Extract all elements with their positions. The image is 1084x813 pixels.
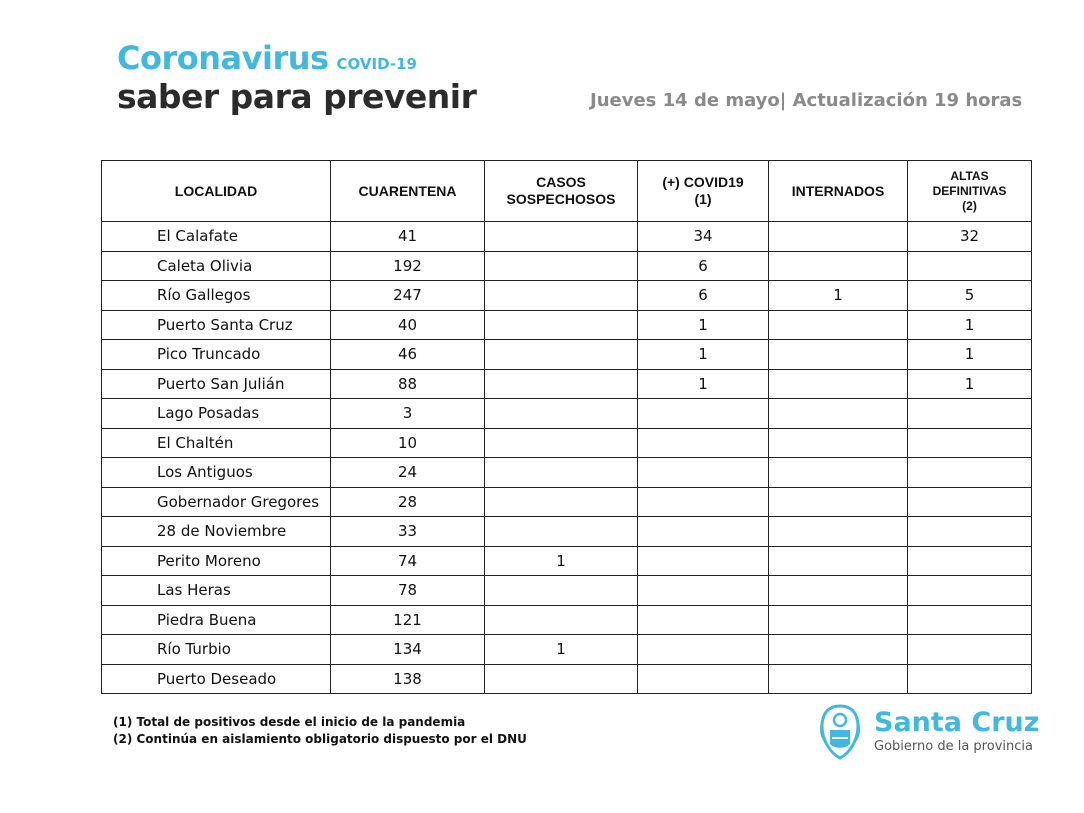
cell-positivos <box>638 517 769 547</box>
table-row <box>102 251 1032 281</box>
header-line: SOSPECHOSOS <box>506 191 616 207</box>
header-localidad <box>102 161 331 222</box>
cell-localidad: Pico Truncado <box>102 340 331 370</box>
cell-cuarentena: 3 <box>331 399 485 429</box>
table-row <box>102 546 1032 576</box>
cell-localidad: Gobernador Gregores <box>102 487 331 517</box>
cell-casos-sospechosos <box>485 517 638 547</box>
table-row <box>102 605 1032 635</box>
cell-altas <box>908 605 1032 635</box>
cell-altas <box>908 635 1032 665</box>
cell-positivos: 1 <box>638 340 769 370</box>
header-line: DEFINITIVAS <box>932 183 1007 198</box>
cell-cuarentena: 247 <box>331 281 485 311</box>
logo-name: Santa Cruz <box>874 707 1040 738</box>
cell-internados <box>769 340 908 370</box>
brand-tagline: saber para prevenir <box>117 77 477 116</box>
cell-altas: 1 <box>908 340 1032 370</box>
cell-casos-sospechosos <box>485 428 638 458</box>
cell-casos-sospechosos: 1 <box>485 635 638 665</box>
cell-positivos: 6 <box>638 251 769 281</box>
cell-cuarentena: 46 <box>331 340 485 370</box>
cell-cuarentena: 121 <box>331 605 485 635</box>
table-body <box>102 222 1032 694</box>
logo-subtitle: Gobierno de la provincia <box>874 739 1033 754</box>
header-line: CUARENTENA <box>358 182 457 199</box>
brand-title: Coronavirus <box>117 39 329 77</box>
cell-localidad: Puerto Deseado <box>102 664 331 694</box>
brand-title-line <box>117 40 476 76</box>
header-cuarentena <box>331 161 485 222</box>
cell-cuarentena: 74 <box>331 546 485 576</box>
brand-block <box>117 40 476 118</box>
cell-internados <box>769 458 908 488</box>
cell-altas <box>908 428 1032 458</box>
cell-internados <box>769 487 908 517</box>
cell-altas <box>908 487 1032 517</box>
cell-positivos <box>638 458 769 488</box>
cell-internados <box>769 605 908 635</box>
cell-localidad: Puerto San Julián <box>102 369 331 399</box>
header-line: INTERNADOS <box>791 182 885 199</box>
cell-altas: 1 <box>908 310 1032 340</box>
cell-casos-sospechosos <box>485 310 638 340</box>
cell-internados <box>769 369 908 399</box>
cell-positivos <box>638 428 769 458</box>
cell-cuarentena: 40 <box>331 310 485 340</box>
cell-positivos: 6 <box>638 281 769 311</box>
santa-cruz-logo <box>818 704 1039 760</box>
cases-table <box>101 160 1032 694</box>
header-positivos-covid19 <box>638 161 769 222</box>
header-line: LOCALIDAD <box>174 182 258 199</box>
header-line: (+) COVID19 <box>662 174 744 190</box>
table-row <box>102 222 1032 252</box>
cell-cuarentena: 88 <box>331 369 485 399</box>
table-row <box>102 369 1032 399</box>
table-row <box>102 664 1032 694</box>
cell-positivos <box>638 664 769 694</box>
cell-localidad: Las Heras <box>102 576 331 606</box>
cell-altas <box>908 458 1032 488</box>
cell-cuarentena: 138 <box>331 664 485 694</box>
cell-localidad: Perito Moreno <box>102 546 331 576</box>
cell-internados <box>769 664 908 694</box>
cell-positivos: 34 <box>638 222 769 252</box>
cell-internados <box>769 399 908 429</box>
cell-altas: 5 <box>908 281 1032 311</box>
cell-casos-sospechosos <box>485 281 638 311</box>
cell-positivos: 1 <box>638 310 769 340</box>
header-internados <box>769 161 908 222</box>
header-altas-definitivas <box>908 161 1032 222</box>
table-row <box>102 458 1032 488</box>
cell-altas <box>908 664 1032 694</box>
table-row <box>102 399 1032 429</box>
cell-positivos <box>638 576 769 606</box>
table-row <box>102 310 1032 340</box>
cell-casos-sospechosos: 1 <box>485 546 638 576</box>
table-header-row <box>102 161 1032 222</box>
cell-internados <box>769 428 908 458</box>
update-date: Jueves 14 de mayo| Actualización 19 horas <box>590 90 1023 111</box>
table-row <box>102 340 1032 370</box>
cell-altas <box>908 251 1032 281</box>
cell-internados: 1 <box>769 281 908 311</box>
covid-label: COVID-19 <box>336 55 417 73</box>
cell-altas <box>908 517 1032 547</box>
cell-localidad: Río Gallegos <box>102 281 331 311</box>
logo-text <box>874 708 1039 756</box>
cell-casos-sospechosos <box>485 605 638 635</box>
cell-casos-sospechosos <box>485 369 638 399</box>
table-row <box>102 576 1032 606</box>
cell-localidad: Puerto Santa Cruz <box>102 310 331 340</box>
cell-altas: 32 <box>908 222 1032 252</box>
table-row <box>102 428 1032 458</box>
table-row <box>102 635 1032 665</box>
cell-positivos <box>638 399 769 429</box>
cell-internados <box>769 546 908 576</box>
header-line: ALTAS <box>950 168 989 183</box>
table-row <box>102 487 1032 517</box>
cell-positivos <box>638 546 769 576</box>
cell-casos-sospechosos <box>485 340 638 370</box>
cell-altas: 1 <box>908 369 1032 399</box>
cell-casos-sospechosos <box>485 576 638 606</box>
cell-casos-sospechosos <box>485 458 638 488</box>
cell-localidad: Caleta Olivia <box>102 251 331 281</box>
cell-cuarentena: 41 <box>331 222 485 252</box>
cell-localidad: El Chaltén <box>102 428 331 458</box>
cell-cuarentena: 33 <box>331 517 485 547</box>
provincial-coat-of-arms-icon <box>818 704 862 760</box>
header-line: (1) <box>694 191 712 207</box>
cell-casos-sospechosos <box>485 399 638 429</box>
cell-altas <box>908 399 1032 429</box>
table-row <box>102 281 1032 311</box>
cell-positivos <box>638 635 769 665</box>
cell-casos-sospechosos <box>485 487 638 517</box>
footnotes <box>113 714 527 748</box>
table-row <box>102 517 1032 547</box>
cell-cuarentena: 10 <box>331 428 485 458</box>
cell-cuarentena: 28 <box>331 487 485 517</box>
cell-casos-sospechosos <box>485 664 638 694</box>
cell-cuarentena: 24 <box>331 458 485 488</box>
footnote-1: (1) Total de positivos desde el inicio de la pandemia <box>113 715 466 729</box>
cell-cuarentena: 78 <box>331 576 485 606</box>
cell-internados <box>769 222 908 252</box>
cell-internados <box>769 517 908 547</box>
cell-cuarentena: 134 <box>331 635 485 665</box>
cell-localidad: Los Antiguos <box>102 458 331 488</box>
cell-cuarentena: 192 <box>331 251 485 281</box>
cell-positivos <box>638 487 769 517</box>
header-line: (2) <box>962 198 977 213</box>
cell-internados <box>769 251 908 281</box>
cell-positivos <box>638 605 769 635</box>
cell-internados <box>769 576 908 606</box>
header-line: CASOS <box>536 174 586 190</box>
cell-localidad: Piedra Buena <box>102 605 331 635</box>
cell-localidad: El Calafate <box>102 222 331 252</box>
cell-internados <box>769 635 908 665</box>
footnote-2: (2) Continúa en aislamiento obligatorio dispuesto por el DNU <box>113 732 527 746</box>
cell-positivos: 1 <box>638 369 769 399</box>
cell-localidad: Río Turbio <box>102 635 331 665</box>
cell-casos-sospechosos <box>485 222 638 252</box>
cell-altas <box>908 576 1032 606</box>
header-casos-sospechosos <box>485 161 638 222</box>
cell-altas <box>908 546 1032 576</box>
cell-casos-sospechosos <box>485 251 638 281</box>
cell-internados <box>769 310 908 340</box>
cell-localidad: Lago Posadas <box>102 399 331 429</box>
cell-localidad: 28 de Noviembre <box>102 517 331 547</box>
